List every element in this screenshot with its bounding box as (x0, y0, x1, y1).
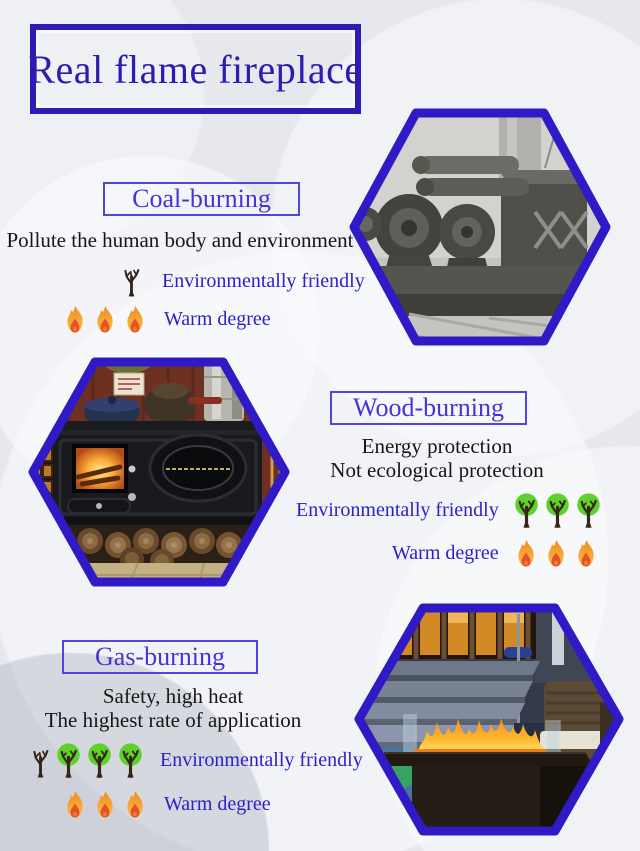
coal-eco-row (121, 261, 365, 301)
wood-warm-row (392, 533, 599, 573)
coal-description (2, 228, 358, 252)
wood-warm-icons (513, 537, 599, 570)
gas-section-header (62, 640, 258, 674)
page-title: Real flame fireplace (28, 46, 363, 92)
coal-warm-row (62, 299, 271, 339)
wood-header-label: Wood-burning (353, 393, 504, 422)
gas-description (3, 684, 343, 732)
flame-icon (543, 537, 569, 570)
dead-tree-icon (30, 745, 51, 779)
green-tree-icon (55, 742, 82, 779)
coal-eco-label: Environmentally friendly (162, 269, 365, 292)
coal-header-label: Coal-burning (132, 184, 271, 213)
coal-warm-label: Warm degree (164, 307, 271, 330)
flame-icon (62, 788, 88, 821)
green-tree-icon (544, 492, 571, 529)
wood-description (297, 434, 577, 482)
gas-warm-row (62, 784, 271, 824)
wood-warm-label: Warm degree (392, 541, 499, 564)
gas-warm-label: Warm degree (164, 792, 271, 815)
gas-eco-row (30, 740, 363, 780)
green-tree-icon (117, 742, 144, 779)
coal-warm-icons (62, 303, 148, 336)
gas-header-label: Gas-burning (95, 642, 225, 671)
wood-description-line: Energy protection (361, 434, 513, 458)
gas-description-line: The highest rate of application (44, 708, 302, 732)
gas-firepit-photo (354, 603, 624, 836)
green-tree-icon (513, 492, 540, 529)
gas-eco-label: Environmentally friendly (160, 748, 363, 771)
flame-icon (62, 303, 88, 336)
gas-description-line: Safety, high heat (102, 684, 244, 708)
flame-icon (92, 303, 118, 336)
coal-eco-icons (121, 264, 142, 298)
coal-machinery-photo (349, 108, 611, 346)
wood-stove-photo (28, 357, 290, 587)
wood-eco-row (296, 490, 602, 530)
green-tree-icon (575, 492, 602, 529)
wood-description-line: Not ecological protection (330, 458, 544, 482)
wood-eco-label: Environmentally friendly (296, 498, 499, 521)
flame-icon (122, 303, 148, 336)
flame-icon (122, 788, 148, 821)
flame-icon (573, 537, 599, 570)
gas-warm-icons (62, 788, 148, 821)
dead-tree-icon (121, 264, 142, 298)
coal-section-header (103, 182, 300, 216)
flame-icon (92, 788, 118, 821)
flame-icon (513, 537, 539, 570)
green-tree-icon (86, 742, 113, 779)
title-box (30, 24, 361, 114)
wood-eco-icons (513, 492, 602, 529)
coal-description-line: Pollute the human body and environment (6, 228, 354, 252)
wood-section-header (330, 391, 527, 425)
gas-eco-icons (30, 742, 144, 779)
